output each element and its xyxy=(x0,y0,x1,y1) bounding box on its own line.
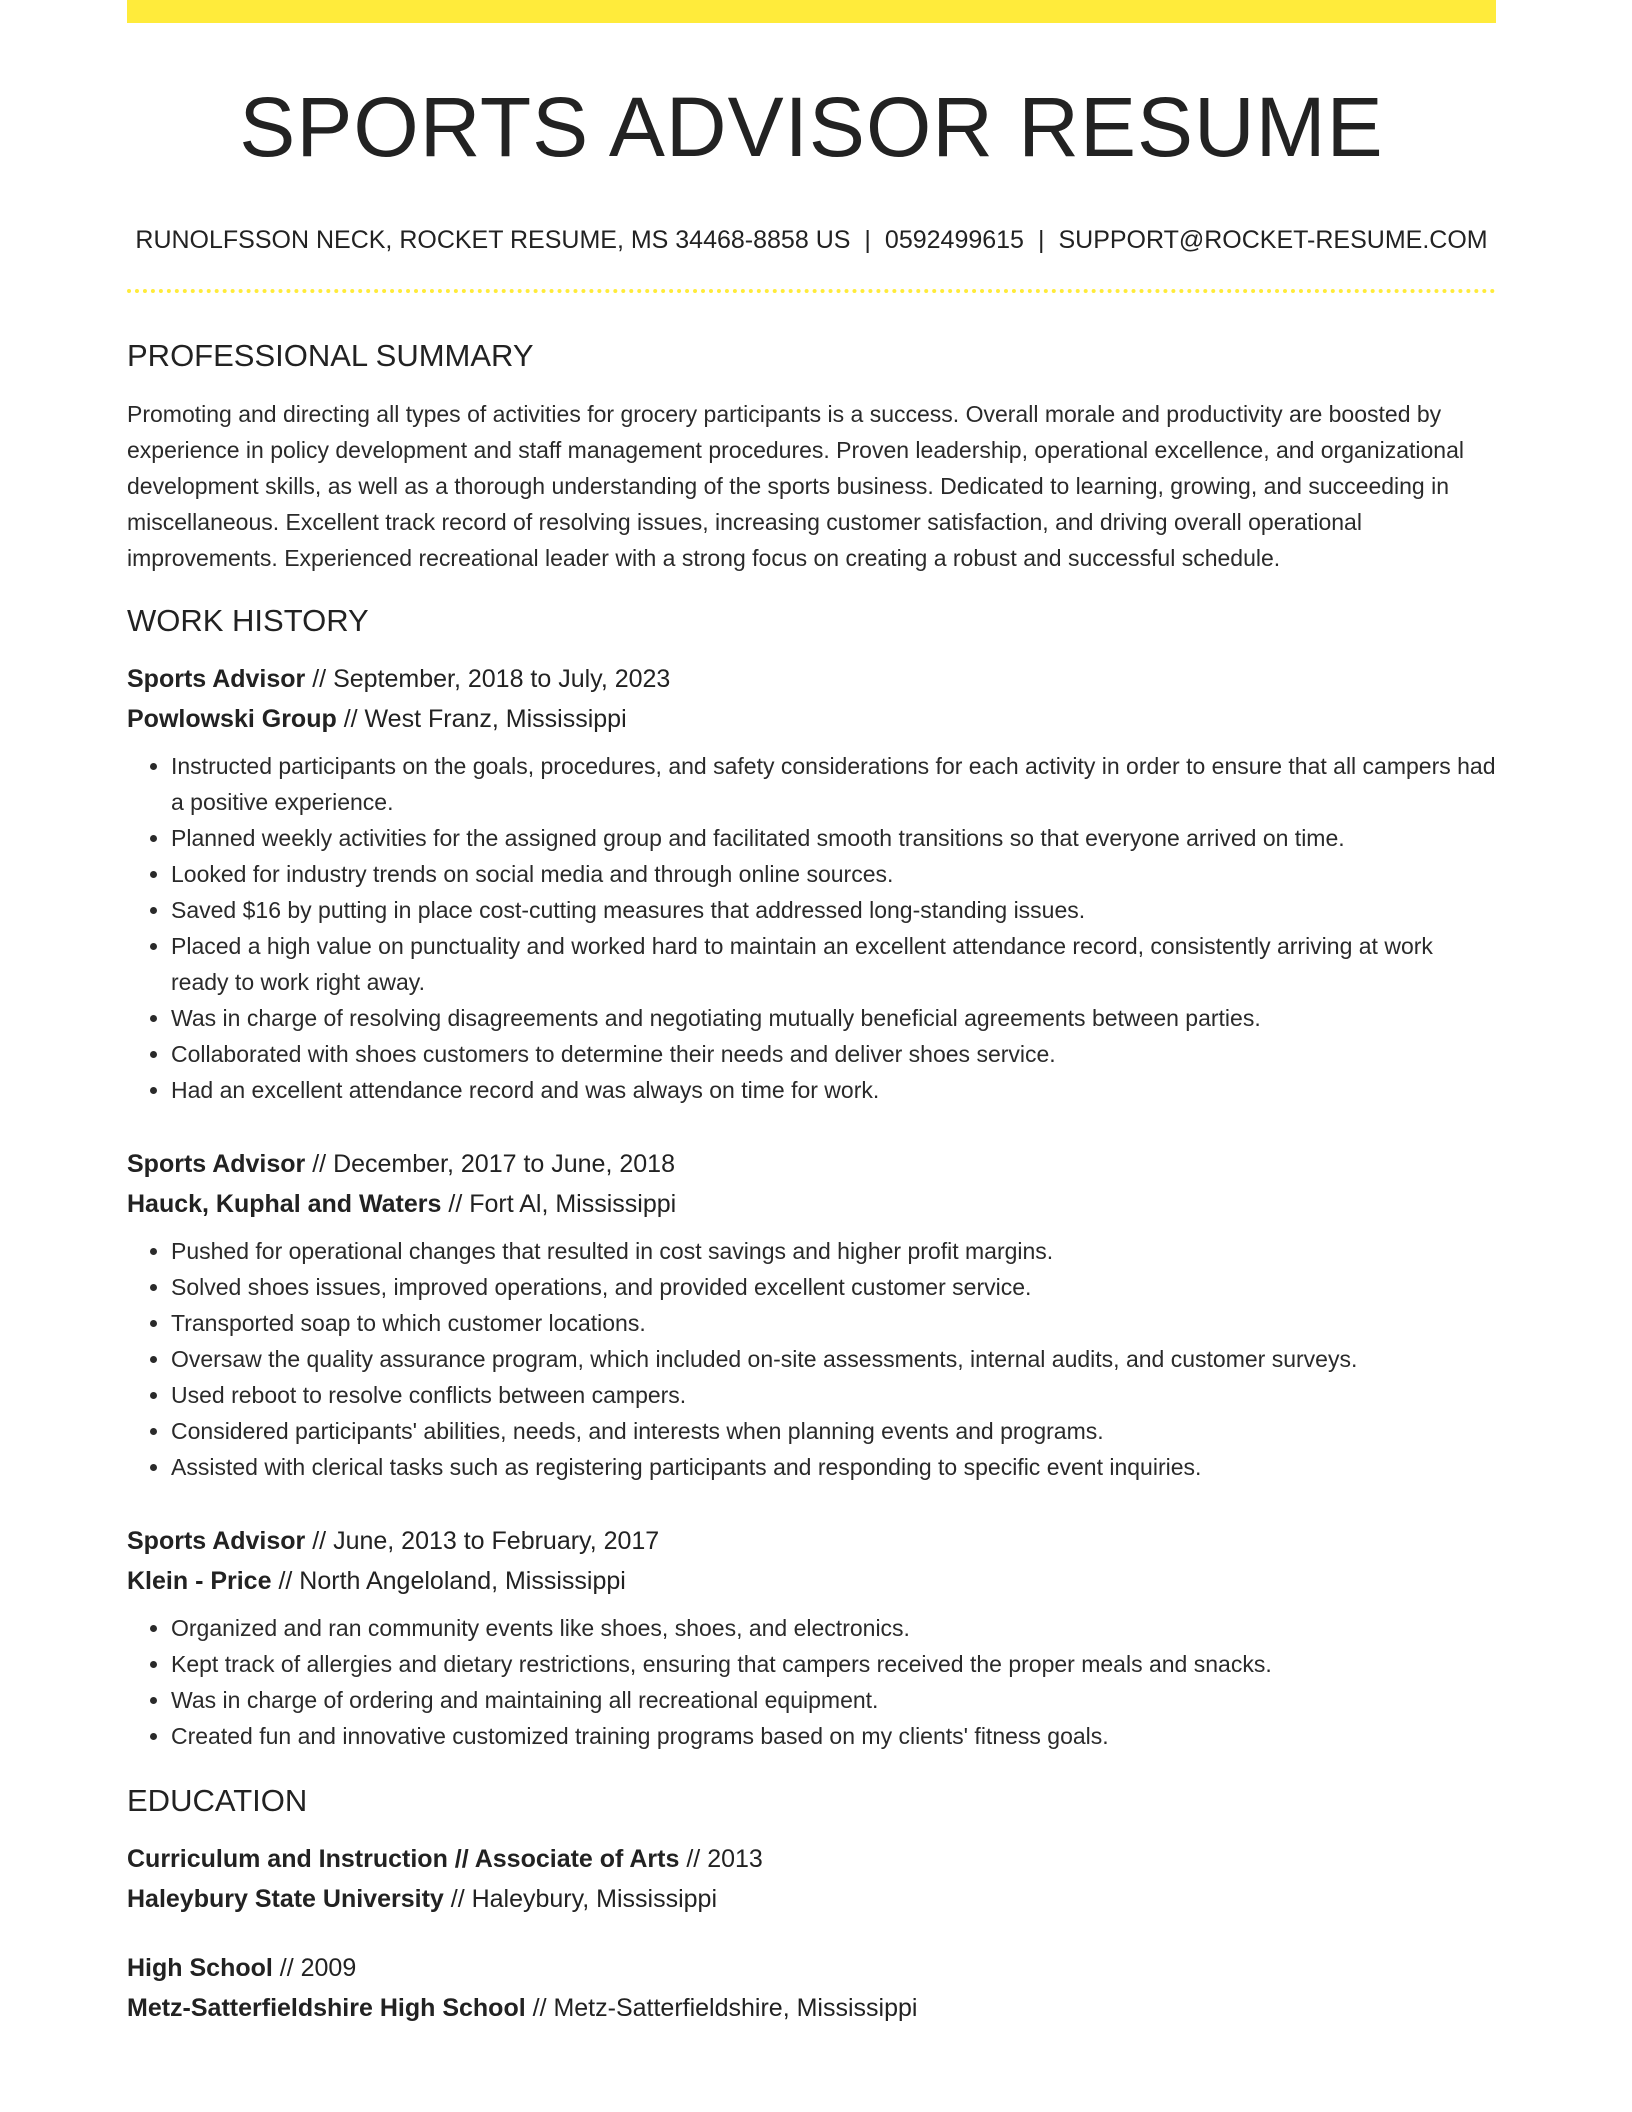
job-location: // Fort Al, Mississippi xyxy=(441,1190,677,1218)
job-entry xyxy=(127,659,1496,1108)
graduation-year: // 2009 xyxy=(272,1954,357,1982)
duty-item: • Saved $16 by putting in place cost-cutting measures that addressed long-standing issues. xyxy=(171,892,1496,928)
job-location: // North Angeloland, Mississippi xyxy=(271,1567,626,1595)
duty-item: • Created fun and innovative customized training programs based on my clients' fitness goals. xyxy=(171,1718,1496,1754)
contact-separator: | xyxy=(864,226,871,254)
graduation-year: // 2013 xyxy=(679,1845,763,1873)
job-dates: // December, 2017 to June, 2018 xyxy=(305,1150,675,1178)
contact-address: RUNOLFSSON NECK, ROCKET RESUME, MS 34468-8858 US xyxy=(135,226,851,254)
job-title: Sports Advisor xyxy=(127,1150,306,1178)
job-company-line xyxy=(127,699,1496,739)
job-title-line xyxy=(127,659,1496,699)
duty-item: • Kept track of allergies and dietary restrictions, ensuring that campers received the proper meals and snacks. xyxy=(171,1646,1496,1682)
work-history-heading: WORK HISTORY xyxy=(127,603,369,638)
job-dates: // June, 2013 to February, 2017 xyxy=(305,1527,660,1555)
job-title-line xyxy=(127,1144,1496,1184)
job-entry xyxy=(127,1521,1496,1754)
job-title: Sports Advisor xyxy=(127,665,306,693)
page-title: SPORTS ADVISOR RESUME xyxy=(239,80,1384,174)
duty-item: • Considered participants' abilities, needs, and interests when planning events and programs. xyxy=(171,1413,1496,1449)
duty-item: • Transported soap to which customer locations. xyxy=(171,1305,1496,1341)
job-company: Powlowski Group xyxy=(127,705,337,733)
duty-item: • Had an excellent attendance record and was always on time for work. xyxy=(171,1072,1496,1108)
job-company: Hauck, Kuphal and Waters xyxy=(127,1190,442,1218)
contact-phone[interactable]: 0592499615 xyxy=(884,226,1024,254)
school-location: // Haleybury, Mississippi xyxy=(443,1885,718,1913)
school-location: // Metz-Satterfieldshire, Mississippi xyxy=(525,1994,918,2022)
contact-line xyxy=(127,225,1496,255)
duty-list xyxy=(127,1610,1496,1754)
duty-item: • Looked for industry trends on social media and through online sources. xyxy=(171,856,1496,892)
degree: High School xyxy=(127,1954,273,1982)
duty-item: • Was in charge of resolving disagreements and negotiating mutually beneficial agreements between parties. xyxy=(171,1000,1496,1036)
degree-line xyxy=(127,1948,1496,1988)
duty-item: • Placed a high value on punctuality and worked hard to maintain an excellent attendance record, consistently arriving at work ready to work right away. xyxy=(171,928,1496,1000)
contact-separator: | xyxy=(1037,226,1045,254)
duty-item: • Instructed participants on the goals, procedures, and safety considerations for each activity in order to ensure that all campers had a positive experience. xyxy=(171,748,1496,820)
duty-item: • Oversaw the quality assurance program, which included on-site assessments, internal audits, and customer surveys. xyxy=(171,1341,1496,1377)
job-dates: // September, 2018 to July, 2023 xyxy=(305,665,671,693)
job-company-line xyxy=(127,1184,1496,1224)
job-title: Sports Advisor xyxy=(127,1527,306,1555)
duty-item: • Used reboot to resolve conflicts between campers. xyxy=(171,1377,1496,1413)
duty-list xyxy=(127,748,1496,1108)
job-title-line xyxy=(127,1521,1496,1561)
school-line xyxy=(127,1879,1496,1919)
degree: Curriculum and Instruction // Associate of Arts xyxy=(127,1845,680,1873)
duty-item: • Was in charge of ordering and maintaining all recreational equipment. xyxy=(171,1682,1496,1718)
duty-item: • Solved shoes issues, improved operations, and provided excellent customer service. xyxy=(171,1269,1496,1305)
duty-item: • Organized and ran community events like shoes, shoes, and electronics. xyxy=(171,1610,1496,1646)
education-entry xyxy=(127,1948,1496,2028)
job-location: // West Franz, Mississippi xyxy=(336,705,627,733)
summary-text: Promoting and directing all types of activities for grocery participants is a success. Overall morale and productivity are boosted by experience in policy development and staff management procedures. Proven leadership, operational excellence, and organizational development skills, as well as a thorough understanding of the sports business. Dedicated to learning, growing, and succeeding in miscellaneous. Excellent track record of resolving issues, increasing customer satisfaction, and driving overall operational improvements. Experienced recreational leader with a strong focus on creating a robust and successful schedule. xyxy=(127,401,1464,571)
summary-heading: PROFESSIONAL SUMMARY xyxy=(127,338,534,373)
school-name: Metz-Satterfieldshire High School xyxy=(127,1994,526,2022)
job-company: Klein - Price xyxy=(127,1567,272,1595)
job-company-line xyxy=(127,1561,1496,1601)
education-entry xyxy=(127,1839,1496,1919)
top-accent-bar xyxy=(127,0,1496,23)
resume-page xyxy=(127,0,1496,2028)
job-entry xyxy=(127,1144,1496,1485)
dotted-divider xyxy=(127,289,1496,293)
school-name: Haleybury State University xyxy=(127,1885,444,1913)
education-heading: EDUCATION xyxy=(127,1783,308,1818)
school-line xyxy=(127,1988,1496,2028)
duty-item: • Planned weekly activities for the assigned group and facilitated smooth transitions so that everyone arrived on time. xyxy=(171,820,1496,856)
duty-item: • Assisted with clerical tasks such as registering participants and responding to specific event inquiries. xyxy=(171,1449,1496,1485)
contact-email[interactable]: SUPPORT@ROCKET-RESUME.COM xyxy=(1058,226,1488,254)
duty-item: • Pushed for operational changes that resulted in cost savings and higher profit margins. xyxy=(171,1233,1496,1269)
degree-line xyxy=(127,1839,1496,1879)
duty-item: • Collaborated with shoes customers to determine their needs and deliver shoes service. xyxy=(171,1036,1496,1072)
duty-list xyxy=(127,1233,1496,1485)
